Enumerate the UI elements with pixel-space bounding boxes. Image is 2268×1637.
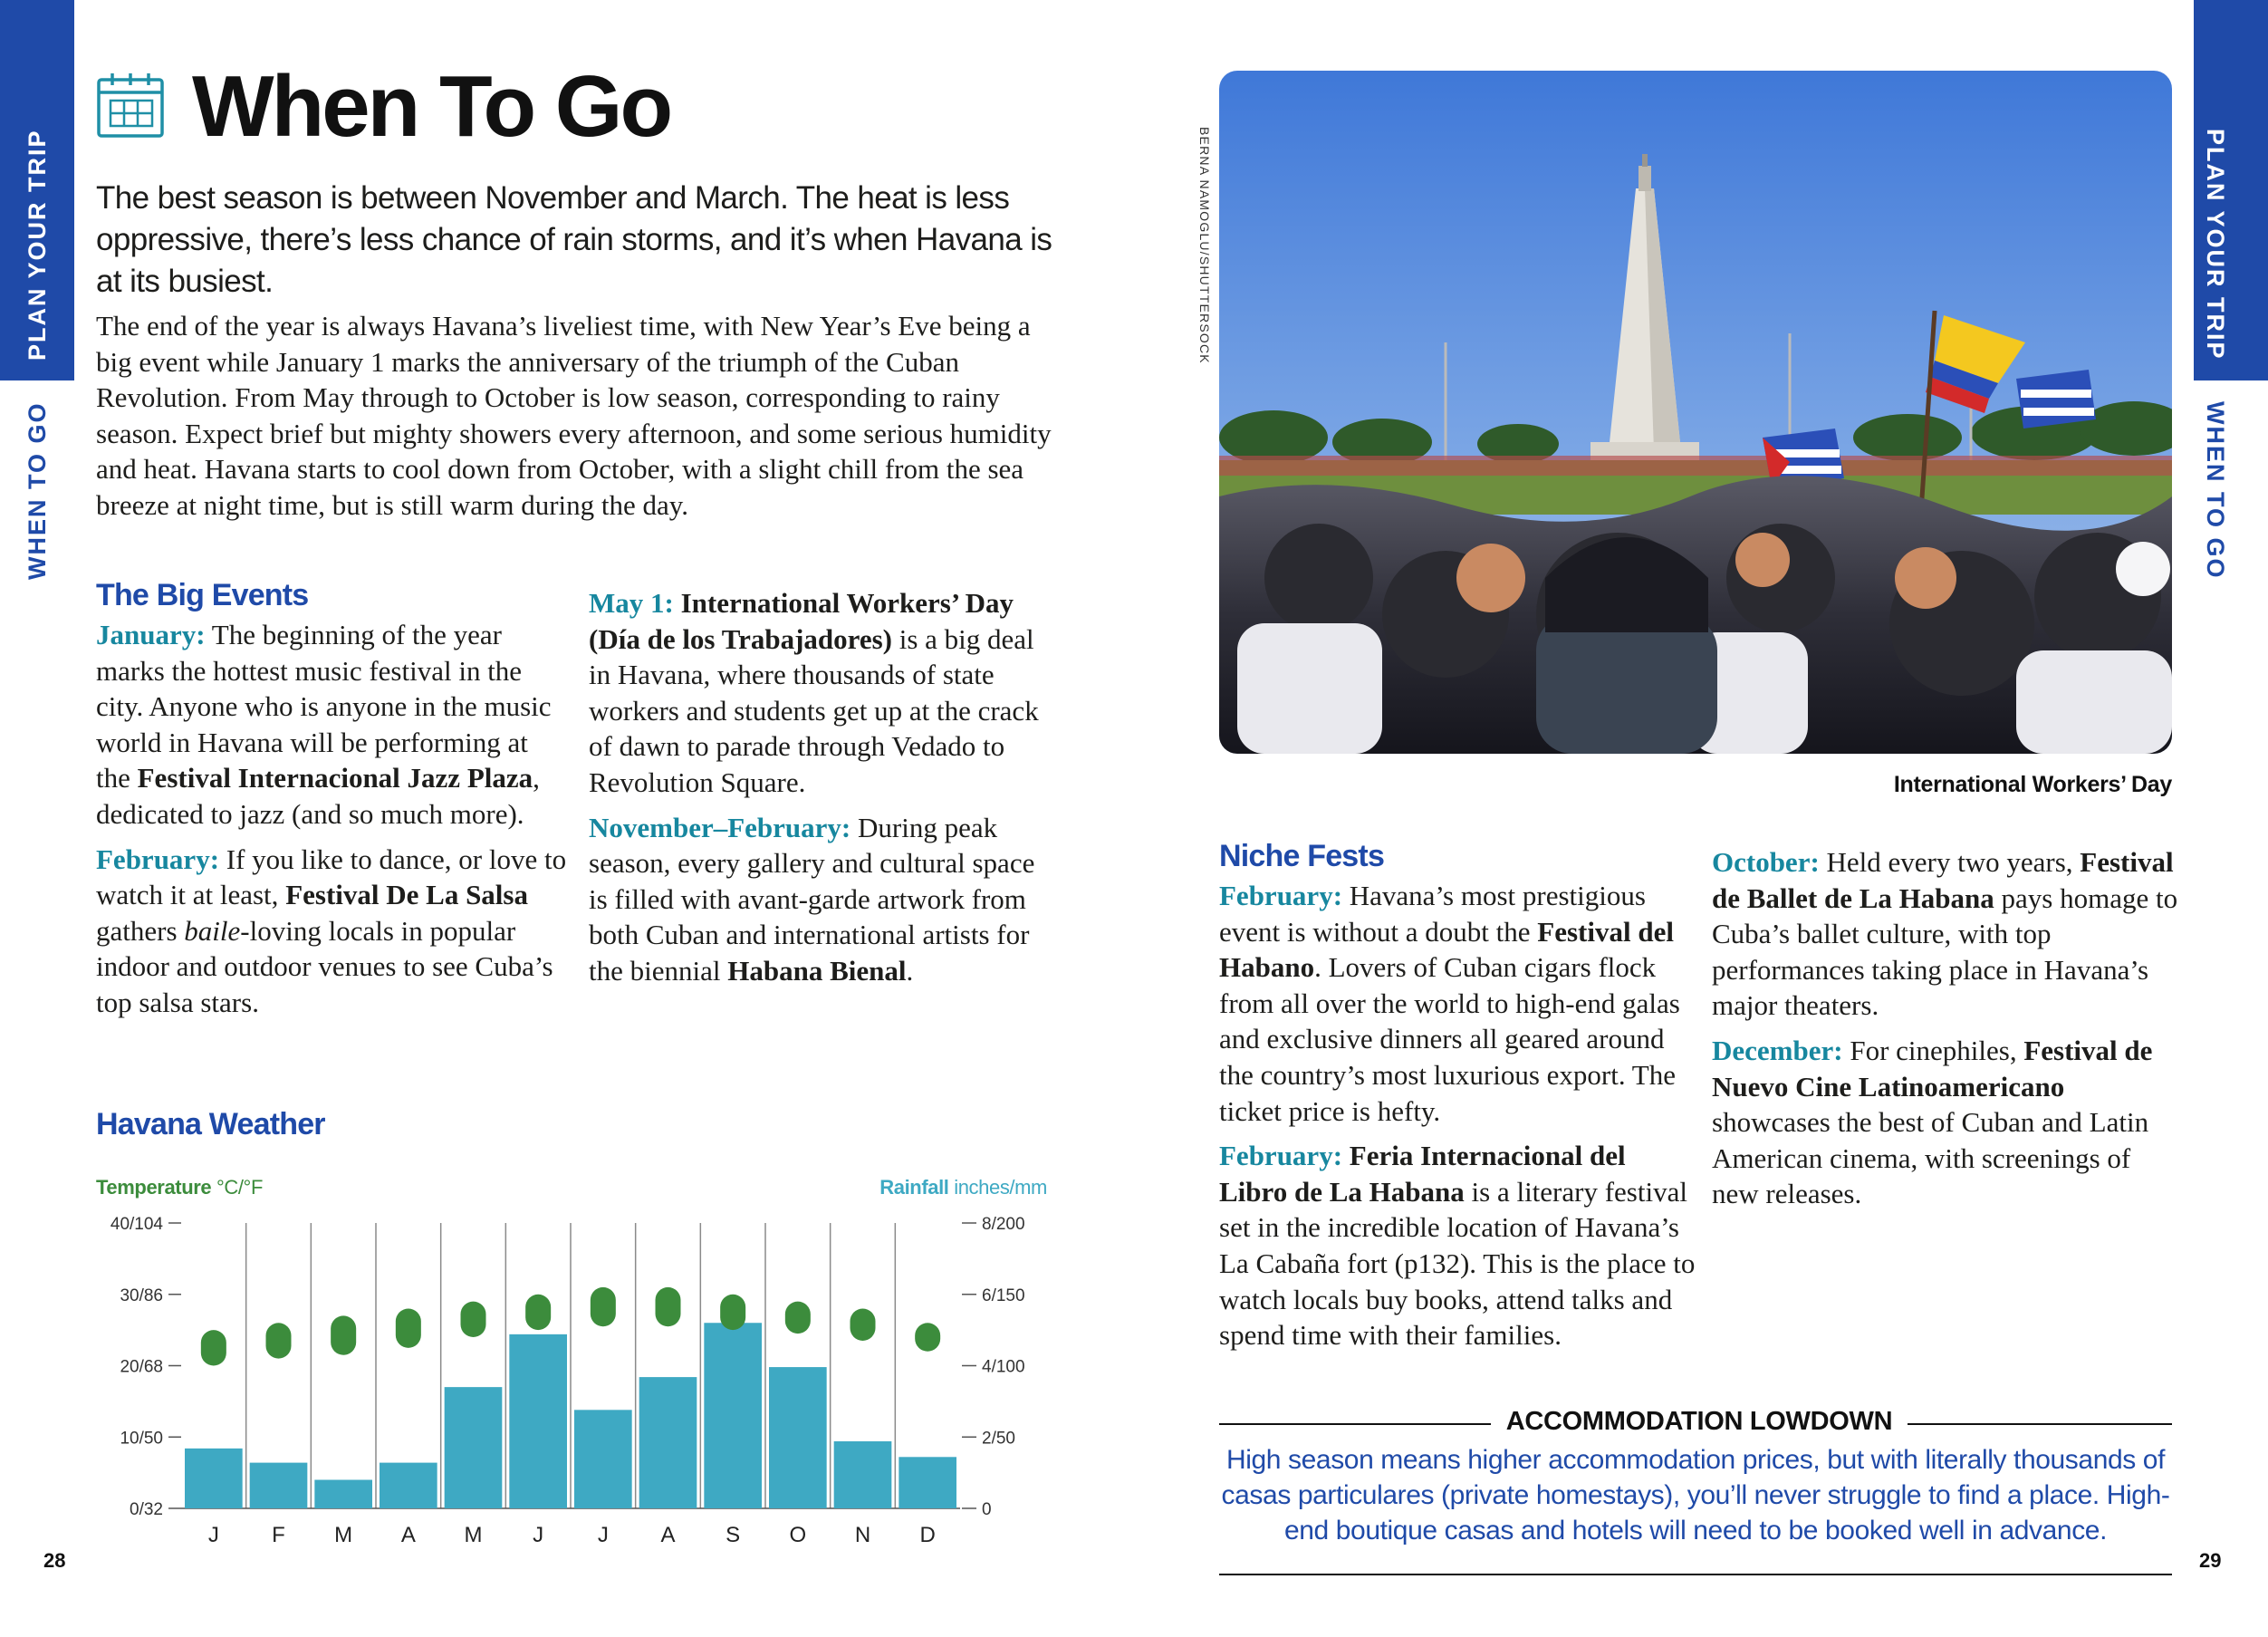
- event-february-text-end: -loving locals in popular indoor and outdoor venues to see Cuba’s top salsa stars.: [96, 914, 553, 1018]
- month-label: A: [660, 1523, 676, 1547]
- event-may: [589, 585, 1060, 801]
- rain-bar: [250, 1463, 308, 1508]
- left-tick-label: 30/86: [120, 1286, 163, 1305]
- rain-bar: [574, 1410, 632, 1508]
- left-tick-label: 0/32: [130, 1500, 163, 1519]
- month-label: D: [919, 1523, 936, 1547]
- accommodation-rule-right: [1908, 1423, 2172, 1425]
- photo-credit: BERNA NAMOGLU/SHUTTERSOCK: [1197, 127, 1212, 364]
- page-number-right: 29: [2199, 1549, 2222, 1572]
- rainfall-axis-title: [815, 1176, 1047, 1199]
- event-may-label: May 1:: [589, 587, 674, 619]
- event-november-bienal: Habana Bienal: [727, 954, 907, 987]
- rain-bar: [509, 1334, 567, 1508]
- event-november: [589, 810, 1060, 989]
- rain-bar: [639, 1377, 697, 1508]
- rain-bar: [314, 1480, 372, 1509]
- side-tab-when-to-go-right: WHEN TO GO: [2202, 401, 2229, 580]
- temperature-range: [850, 1309, 876, 1341]
- big-events-column-2: [589, 585, 1060, 989]
- event-february-festival: Festival De La Salsa: [285, 879, 528, 911]
- left-tick-label: 40/104: [110, 1215, 163, 1234]
- photo-caption: International Workers’ Day: [1893, 772, 2172, 797]
- temperature-label: Temperature: [96, 1176, 212, 1199]
- month-label: J: [597, 1523, 609, 1547]
- event-november-label: November–February:: [589, 811, 851, 843]
- rain-bar: [899, 1457, 956, 1508]
- niche-dec-text-end: showcases the best of Cuban and Latin American cinema, with screenings of new releases.: [1712, 1106, 2149, 1210]
- event-january-text: The beginning of the year marks the hottest music festival in the city. Anyone who is anyone in the music world in Havana will be performing at the: [96, 619, 552, 794]
- niche-heading: Niche Fests: [1219, 839, 1385, 873]
- temperature-range: [591, 1287, 616, 1326]
- niche-feb-habano-text-end: . Lovers of Cuban cigars flock from all over the world to high-end galas and exclusive dinners all geared around the country’s most luxurious export. The ticket price is hefty.: [1219, 951, 1680, 1127]
- month-label: N: [854, 1523, 871, 1547]
- niche-column-2: [1712, 844, 2183, 1212]
- event-february: [96, 842, 567, 1021]
- month-label: A: [400, 1523, 416, 1547]
- niche-oct: [1712, 844, 2183, 1024]
- accommodation-title: ACCOMMODATION LOWDOWN: [1505, 1407, 1893, 1436]
- niche-column-1: [1219, 839, 1699, 1353]
- niche-dec-text: For cinephiles,: [1842, 1034, 2024, 1066]
- right-tick-label: 6/150: [982, 1286, 1025, 1305]
- weather-chart-svg: [91, 1205, 1069, 1549]
- accommodation-text: High season means higher accommodation prices, but with literally thousands of casas particulares (private homestays), you’ll never struggle to find a place. High-end boutique casas and hotels will need to be booked well in advance.: [1221, 1445, 2170, 1546]
- event-february-italic: baile: [184, 914, 241, 947]
- temperature-axis-title: [96, 1176, 263, 1199]
- temperature-range: [720, 1295, 745, 1330]
- niche-feb-habano-festival: Festival del Habano: [1219, 915, 1674, 984]
- page-title: When To Go: [192, 58, 671, 155]
- side-tab-when-to-go-left: WHEN TO GO: [24, 401, 51, 580]
- temperature-range: [331, 1315, 356, 1354]
- month-label: J: [207, 1523, 219, 1547]
- event-november-text-end: .: [906, 954, 914, 987]
- rain-bar: [185, 1449, 243, 1508]
- temperature-range: [461, 1302, 486, 1337]
- month-label: J: [533, 1523, 544, 1547]
- event-january: [96, 617, 567, 833]
- temperature-range: [915, 1323, 940, 1352]
- rain-bar: [445, 1387, 503, 1508]
- side-tab-plan-your-trip-left: PLAN YOUR TRIP: [24, 129, 51, 361]
- side-tab-plan-your-trip-right: PLAN YOUR TRIP: [2202, 129, 2229, 361]
- niche-oct-label: October:: [1712, 846, 1820, 878]
- niche-feb-habano-label: February:: [1219, 880, 1343, 911]
- right-tick-label: 4/100: [982, 1357, 1025, 1377]
- month-label: M: [464, 1523, 483, 1547]
- niche-oct-festival: Festival de Ballet de La Habana: [1712, 846, 2174, 914]
- big-events-heading: The Big Events: [96, 578, 309, 612]
- rainfall-unit: inches/mm: [948, 1176, 1047, 1199]
- month-label: S: [726, 1523, 741, 1547]
- niche-dec-label: December:: [1712, 1034, 1843, 1066]
- rainfall-label: Rainfall: [879, 1176, 949, 1199]
- big-events-column-1: [96, 578, 567, 1021]
- month-label: M: [334, 1523, 353, 1547]
- event-february-text: If you like to dance, or love to watch it at least,: [96, 843, 567, 911]
- temperature-range: [396, 1309, 421, 1348]
- calendar-icon: [96, 71, 165, 140]
- rain-bar: [834, 1441, 892, 1508]
- niche-feb-habano: [1219, 878, 1699, 1129]
- event-february-text-mid: gathers: [96, 914, 185, 947]
- rain-bar: [704, 1323, 762, 1508]
- lead-paragraph: The best season is between November and March. The heat is less oppressive, there’s less chance of rain storms, and it’s when Havana is at its busiest.: [96, 180, 1052, 299]
- niche-dec-festival: Festival de Nuevo Cine Latinoamericano: [1712, 1034, 2153, 1103]
- event-january-text-end: , dedicated to jazz (and so much more).: [96, 762, 540, 830]
- event-may-title: International Workers’ Day (Día de los Trabajadores): [589, 587, 1014, 655]
- niche-feb-libro-title: Feria Internacional del Libro de La Habana: [1219, 1140, 1626, 1208]
- temperature-range: [266, 1323, 292, 1358]
- temperature-unit: °C/°F: [211, 1176, 263, 1199]
- right-tick-label: 2/50: [982, 1429, 1015, 1449]
- right-tick-label: 8/200: [982, 1215, 1025, 1234]
- niche-feb-libro-label: February:: [1219, 1140, 1343, 1172]
- niche-oct-text-end: pays homage to Cuba’s ballet culture, with top performances taking place in Havana’s major theaters.: [1712, 881, 2178, 1022]
- event-november-text: During peak season, every gallery and cultural space is filled with avant-garde artwork from both Cuban and international artists for the biennial: [589, 811, 1035, 987]
- rain-bar: [769, 1367, 827, 1508]
- event-february-label: February:: [96, 843, 220, 875]
- temperature-range: [785, 1302, 811, 1334]
- photo-workers-day: [1219, 71, 2172, 754]
- weather-chart: [91, 1205, 1069, 1549]
- event-january-label: January:: [96, 619, 206, 650]
- event-january-festival: Festival Internacional Jazz Plaza: [137, 762, 533, 794]
- niche-feb-libro: [1219, 1138, 1699, 1353]
- month-label: F: [272, 1523, 285, 1547]
- temperature-range: [201, 1330, 226, 1365]
- page-number-left: 28: [43, 1549, 66, 1572]
- intro-paragraph: The end of the year is always Havana’s liveliest time, with New Year’s Eve being a big event while January 1 marks the anniversary of the triumph of the Cuban Revolution. From May through to October is low season, corresponding to rainy season. Expect brief but mighty showers every afternoon, and some serious humidity and heat. Havana starts to cool down from October, with a slight chill from the sea breeze at night time, but is still warm during the day.: [96, 310, 1052, 521]
- month-label: O: [789, 1523, 807, 1547]
- temperature-range: [656, 1287, 681, 1326]
- niche-dec: [1712, 1033, 2183, 1212]
- temperature-range: [525, 1295, 551, 1330]
- event-may-text: is a big deal in Havana, where thousands of state workers and students get up at the crack of dawn to parade through Vedado to Revolution Square.: [589, 622, 1039, 798]
- right-tick-label: 0: [982, 1500, 992, 1519]
- accommodation-rule-bottom: [1219, 1574, 2172, 1575]
- niche-feb-libro-text: is a literary festival set in the incredible location of Havana’s La Cabaña fort (p132). This is the place to watch locals buy books, attend talks and spend time with their families.: [1219, 1175, 1696, 1352]
- left-tick-label: 20/68: [120, 1357, 163, 1377]
- niche-oct-text: Held every two years,: [1819, 846, 2081, 878]
- accommodation-rule-left: [1219, 1423, 1491, 1425]
- rain-bar: [380, 1463, 437, 1508]
- weather-heading: Havana Weather: [96, 1107, 325, 1141]
- left-tick-label: 10/50: [120, 1429, 163, 1449]
- niche-feb-habano-text: Havana’s most prestigious event is without a doubt the: [1219, 880, 1646, 948]
